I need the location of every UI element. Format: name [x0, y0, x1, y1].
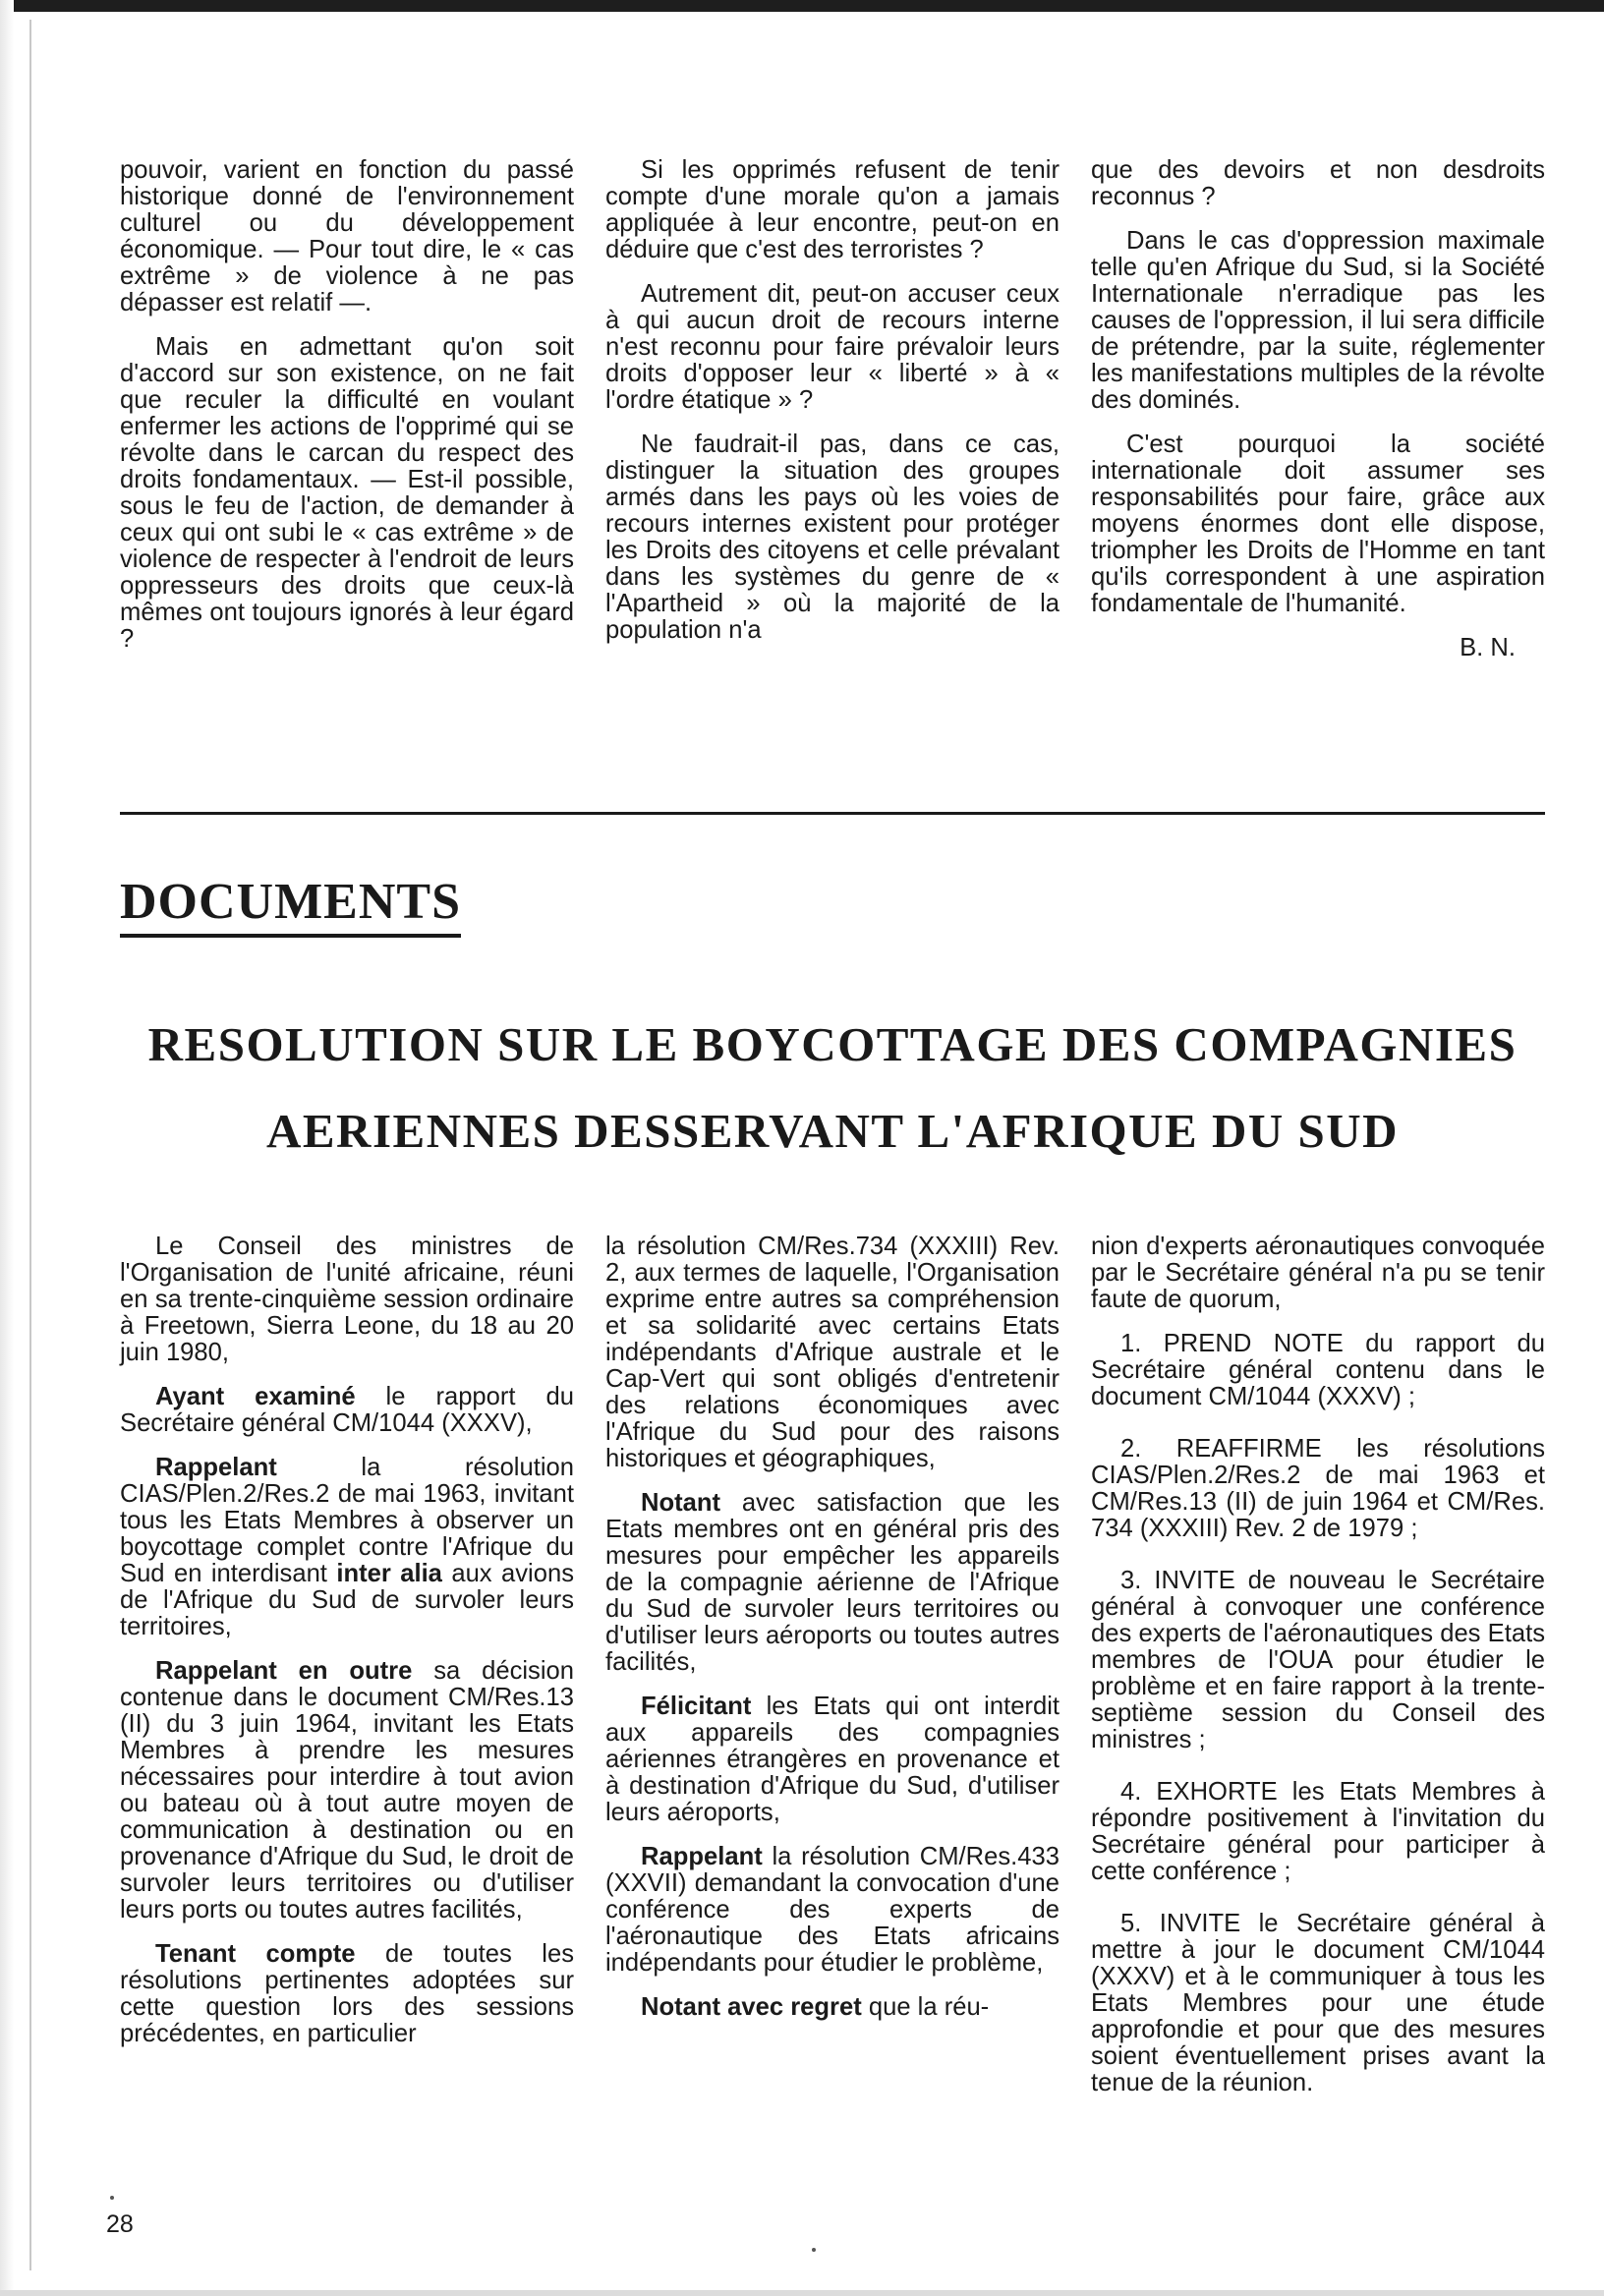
paragraph [605, 1490, 1060, 1676]
scan-border-left [0, 0, 14, 2296]
bold-lead: Félicitant [641, 1693, 752, 1720]
paragraph: Si les opprimés refusent de tenir compte d'une morale qu'on a jamais appliquée à leur encontre, peut-on en déduire que c'est des terroristes ? [605, 156, 1060, 263]
paragraph: que des devoirs et non desdroits reconnus ? [1091, 156, 1545, 210]
paragraph: Dans le cas d'oppression maximale telle qu'en Afrique du Sud, si la Société Internationale n'erradique pas les causes de l'oppression, il lui sera difficile de prétendre, par la suite, réglementer les manifestations multiples de la révolte des dominés. [1091, 227, 1545, 414]
paragraph-text: les Etats qui ont interdit aux appareils des compagnies aériennes étrangères en provenance et à destination d'Afrique du Sud, d'utiliser leurs aéroports, [605, 1693, 1060, 1826]
section-heading: DOCUMENTS [120, 873, 461, 938]
paragraph [120, 1941, 574, 2047]
resolution-title-line-1: RESOLUTION SUR LE BOYCOTTAGE DES COMPAGNIES [147, 1017, 1518, 1071]
resolution-item-4: 4. EXHORTE les Etats Membres à répondre positivement à l'invitation du Secrétaire général pour participer à cette conférence ; [1091, 1778, 1545, 1885]
paragraph-text: avec satisfaction que les Etats membres ont en général pris des mesures pour empêcher les appareils de la compagnie aérienne de l'Afrique du Sud de survoler leurs territoires ou d'utiliser leurs aéroports ou toutes autres facilités, [605, 1489, 1060, 1676]
top-column-2 [605, 157, 1060, 661]
paragraph [605, 1693, 1060, 1826]
bottom-column-2 [605, 1234, 1060, 2038]
bold-lead: Rappelant [155, 1454, 277, 1481]
bold-phrase: inter alia [336, 1560, 442, 1587]
paragraph-text: la résolution CM/Res.433 (XXVII) demandant la convocation d'une conférence des experts de l'aéronautique des Etats africains indépendants pour étudier le problème, [605, 1843, 1060, 1977]
scan-border-bottom [0, 2290, 1604, 2296]
resolution-item-2: 2. REAFFIRME les résolutions CIAS/Plen.2/Res.2 de mai 1963 et CM/Res.13 (II) de juin 1964 et CM/Res. 734 (XXXIII) Rev. 2 de 1979 ; [1091, 1435, 1545, 1542]
bold-lead: Notant [641, 1489, 721, 1517]
author-signature: B. N. [1460, 634, 1516, 661]
bold-lead: Rappelant en outre [155, 1657, 413, 1685]
paragraph: pouvoir, varient en fonction du passé historique donné de l'environnement culturel ou du développement économique. — Pour tout dire, le « cas extrême » de violence à ne pas dépasser est relatif —. [120, 156, 574, 316]
paragraph: Le Conseil des ministres de l'Organisation de l'unité africaine, réuni en sa trente-cinquième session ordinaire à Freetown, Sierra Leone, du 18 au 20 juin 1980, [120, 1233, 574, 1366]
scan-speck [812, 2248, 816, 2252]
resolution-item-3: 3. INVITE de nouveau le Secrétaire général à convoquer une conférence des experts de l'aéronautiques des Etats membres de l'OUA pour étudier le problème et en faire rapport à la trente-septième session du Conseil des ministres ; [1091, 1567, 1545, 1753]
resolution-item-5: 5. INVITE le Secrétaire général à mettre à jour le document CM/1044 (XXXV) et à le communiquer à tous les Etats Membres pour une étude approfondie et pour que des mesures soient éventuellement prises avant la tenue de la réunion. [1091, 1910, 1545, 2096]
section-divider [120, 812, 1545, 815]
paragraph [120, 1455, 574, 1640]
paragraph [120, 1384, 574, 1437]
paragraph-text: aux avions de l'Afrique du Sud de survoler leurs territoires, [120, 1560, 574, 1640]
scan-border-top [0, 0, 1604, 12]
bottom-column-1 [120, 1234, 574, 2065]
resolution-title-line-2: AERIENNES DESSERVANT L'AFRIQUE DU SUD [265, 1104, 1400, 1158]
bold-lead: Ayant examiné [155, 1383, 356, 1410]
page-number: 28 [106, 2210, 134, 2238]
paragraph: Autrement dit, peut-on accuser ceux à qui aucun droit de recours interne n'est reconnu pour faire prévaloir leurs droits d'opposer leur « liberté » à « l'ordre étatique » ? [605, 280, 1060, 414]
bold-lead: Tenant compte [155, 1940, 356, 1968]
paragraph: Ne faudrait-il pas, dans ce cas, distinguer la situation des groupes armés dans les pays où les voies de recours internes existent pour protéger les Droits des citoyens et celle prévalant dans les systèmes du genre de « l'Apartheid » où la majorité de la population n'a [605, 430, 1060, 644]
paragraph-text: de toutes les résolutions pertinentes adoptées sur cette question lors des sessions précédentes, en particulier [120, 1940, 574, 2047]
scan-speck [110, 2196, 114, 2200]
paragraph-text: que la réu- [861, 1993, 990, 2021]
top-column-3 [1091, 157, 1545, 679]
paragraph: Mais en admettant qu'on soit d'accord sur son existence, on ne fait que reculer la difficulté en voulant enfermer les actions de l'opprimé qui se révolte dans le carcan du respect des droits fondamentaux. — Est-il possible, sous le feu de l'action, de demander à ceux qui ont subi le « cas extrême » de violence de respecter à l'endroit de leurs oppresseurs des droits que ceux-là mêmes ont toujours ignorés à leur égard ? [120, 333, 574, 653]
paragraph: nion d'experts aéronautiques convoquée par le Secrétaire général n'a pu se tenir faute de quorum, [1091, 1233, 1545, 1313]
paragraph: la résolution CM/Res.734 (XXXIII) Rev. 2, aux termes de laquelle, l'Organisation exprime entre autres sa compréhension et sa solidarité avec certains Etats indépendants d'Afrique australe et le Cap-Vert qui sont obligés d'entretenir des relations économiques avec l'Afrique du Sud pour des raisons historiques et géographiques, [605, 1233, 1060, 1472]
scan-binding-line [29, 20, 31, 2270]
bold-lead: Rappelant [641, 1843, 763, 1870]
paragraph-text: sa décision contenue dans le document CM/Res.13 (II) du 3 juin 1964, invitant les Etats Membres à prendre les mesures nécessaires pour interdire à tout avion ou bateau où à tout autre moyen de communication à destination ou en provenance d'Afrique du Sud, le droit de survoler leurs territoires ou d'utiliser leurs ports ou toutes autres facilités, [120, 1657, 575, 1923]
top-column-1 [120, 157, 574, 670]
paragraph [120, 1658, 574, 1923]
bold-lead: Notant avec regret [641, 1993, 862, 2021]
paragraph-text: le rapport du Secrétaire général CM/1044 (XXXV), [120, 1383, 574, 1437]
resolution-item-1: 1. PREND NOTE du rapport du Secrétaire général contenu dans le document CM/1044 (XXXV) ; [1091, 1330, 1545, 1410]
paragraph-text: la résolution CIAS/Plen.2/Res.2 de mai 1963, invitant tous les Etats Membres à observer un boycottage complet contre l'Afrique du Sud en interdisant [120, 1454, 574, 1587]
bottom-column-3 [1091, 1234, 1545, 2122]
paragraph [605, 1994, 1060, 2021]
paragraph: C'est pourquoi la société internationale doit assumer ses responsabilités pour faire, grâce aux moyens énormes dont elle dispose, triompher les Droits de l'Homme en tant qu'ils correspondent à une aspiration fondamentale de l'humanité. [1091, 430, 1545, 617]
paragraph [605, 1844, 1060, 1977]
